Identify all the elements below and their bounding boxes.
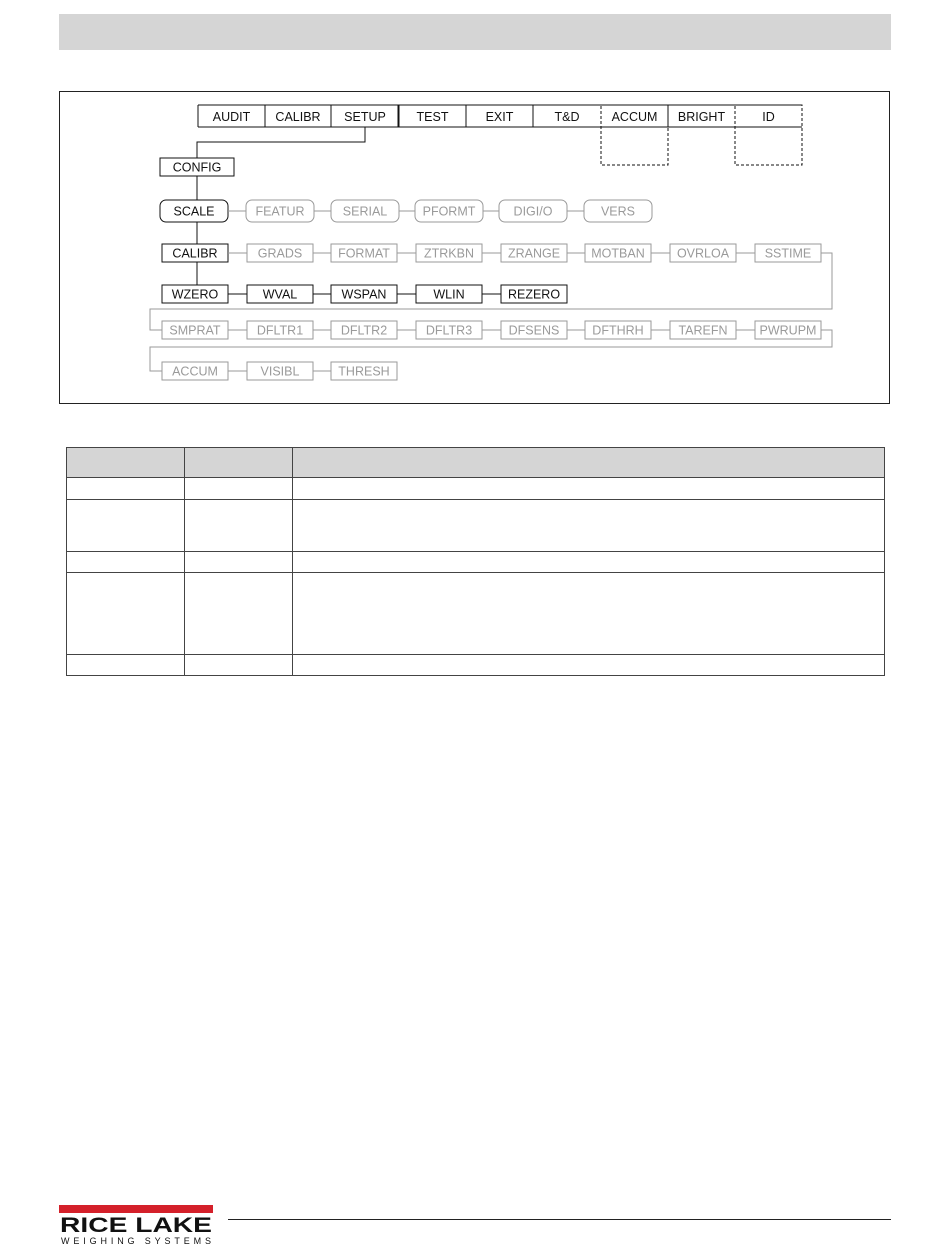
scale-item-pwrupm-label: PWRUPM — [759, 323, 817, 338]
table-cell — [67, 655, 185, 676]
scale-item-visibl-label: VISIBL — [260, 364, 300, 379]
rice-lake-logo — [59, 1205, 221, 1245]
table-row — [67, 500, 885, 552]
parameter-table — [66, 447, 885, 676]
scale-item-dfsens-label: DFSENS — [508, 323, 560, 338]
scale-item-ztrkbn-label: ZTRKBN — [424, 246, 474, 261]
config-item-serial-label: SERIAL — [342, 204, 388, 219]
scale-item-dfltr2-label: DFLTR2 — [340, 323, 388, 338]
table-header-cell — [67, 448, 185, 478]
table-cell — [67, 552, 185, 573]
menu-item-accum-label: ACCUM — [611, 110, 658, 124]
config-item-featur-label: FEATUR — [255, 204, 305, 219]
config-item-digi-o-label: DIGI/O — [513, 204, 553, 219]
table-cell — [67, 478, 185, 500]
scale-item-tarefn-label: TAREFN — [678, 323, 728, 338]
config-item-scale-label: SCALE — [173, 204, 215, 219]
menu-item-bright-label: BRIGHT — [677, 110, 726, 124]
table-header-cell — [185, 448, 293, 478]
scale-item-smprat-label: SMPRAT — [169, 323, 221, 338]
table-cell — [293, 573, 885, 655]
scale-item-zrange-label: ZRANGE — [507, 246, 561, 261]
scale-item-grads-label: GRADS — [257, 246, 303, 261]
logo-wordmark: RICE LAKE — [60, 1214, 212, 1237]
scale-item-format-label: FORMAT — [338, 246, 390, 261]
scale-item-thresh-label: THRESH — [338, 364, 390, 379]
table-cell — [293, 478, 885, 500]
table-cell — [293, 552, 885, 573]
config-menu-label: CONFIG — [172, 160, 222, 175]
table-cell — [185, 478, 293, 500]
menu-item-t-d-label: T&D — [554, 110, 580, 124]
calibr-item-rezero-label: REZERO — [507, 287, 561, 302]
footer-rule — [228, 1219, 891, 1220]
table-header-cell — [293, 448, 885, 478]
scale-item-accum-label: ACCUM — [172, 364, 218, 379]
table-cell — [185, 573, 293, 655]
config-item-vers-label: VERS — [600, 204, 636, 219]
table-cell — [185, 655, 293, 676]
scale-item-dfltr1-label: DFLTR1 — [256, 323, 304, 338]
menu-item-id-label: ID — [762, 110, 775, 124]
logo-tagline: WEIGHING SYSTEMS — [61, 1236, 212, 1245]
table-row — [67, 478, 885, 500]
calibr-item-wzero-label: WZERO — [171, 287, 219, 302]
calibr-item-wspan-label: WSPAN — [341, 287, 387, 302]
table-cell — [185, 552, 293, 573]
scale-item-calibr-label: CALIBR — [172, 246, 218, 261]
menu-item-calibr-label: CALIBR — [275, 110, 321, 124]
table-cell — [293, 500, 885, 552]
menu-item-exit-label: EXIT — [485, 110, 514, 124]
scale-item-dfltr3-label: DFLTR3 — [425, 323, 473, 338]
table-row — [67, 552, 885, 573]
table-header-row — [67, 448, 885, 478]
table-cell — [67, 500, 185, 552]
table-row — [67, 655, 885, 676]
table-cell — [293, 655, 885, 676]
menu-item-test-label: TEST — [416, 110, 449, 124]
table-row — [67, 573, 885, 655]
table-cell — [67, 573, 185, 655]
menu-item-setup-label: SETUP — [344, 110, 386, 124]
menu-item-audit-label: AUDIT — [212, 110, 251, 124]
calibr-item-wlin-label: WLIN — [433, 287, 465, 302]
setup-connector — [197, 127, 365, 158]
logo-red-bar — [59, 1205, 213, 1213]
scale-item-ovrloa-label: OVRLOA — [676, 246, 730, 261]
scale-item-motban-label: MOTBAN — [591, 246, 645, 261]
scale-item-sstime-label: SSTIME — [764, 246, 812, 261]
config-item-pformt-label: PFORMT — [422, 204, 476, 219]
scale-item-dfthrh-label: DFTHRH — [592, 323, 644, 338]
table-cell — [185, 500, 293, 552]
calibr-item-wval-label: WVAL — [262, 287, 298, 302]
